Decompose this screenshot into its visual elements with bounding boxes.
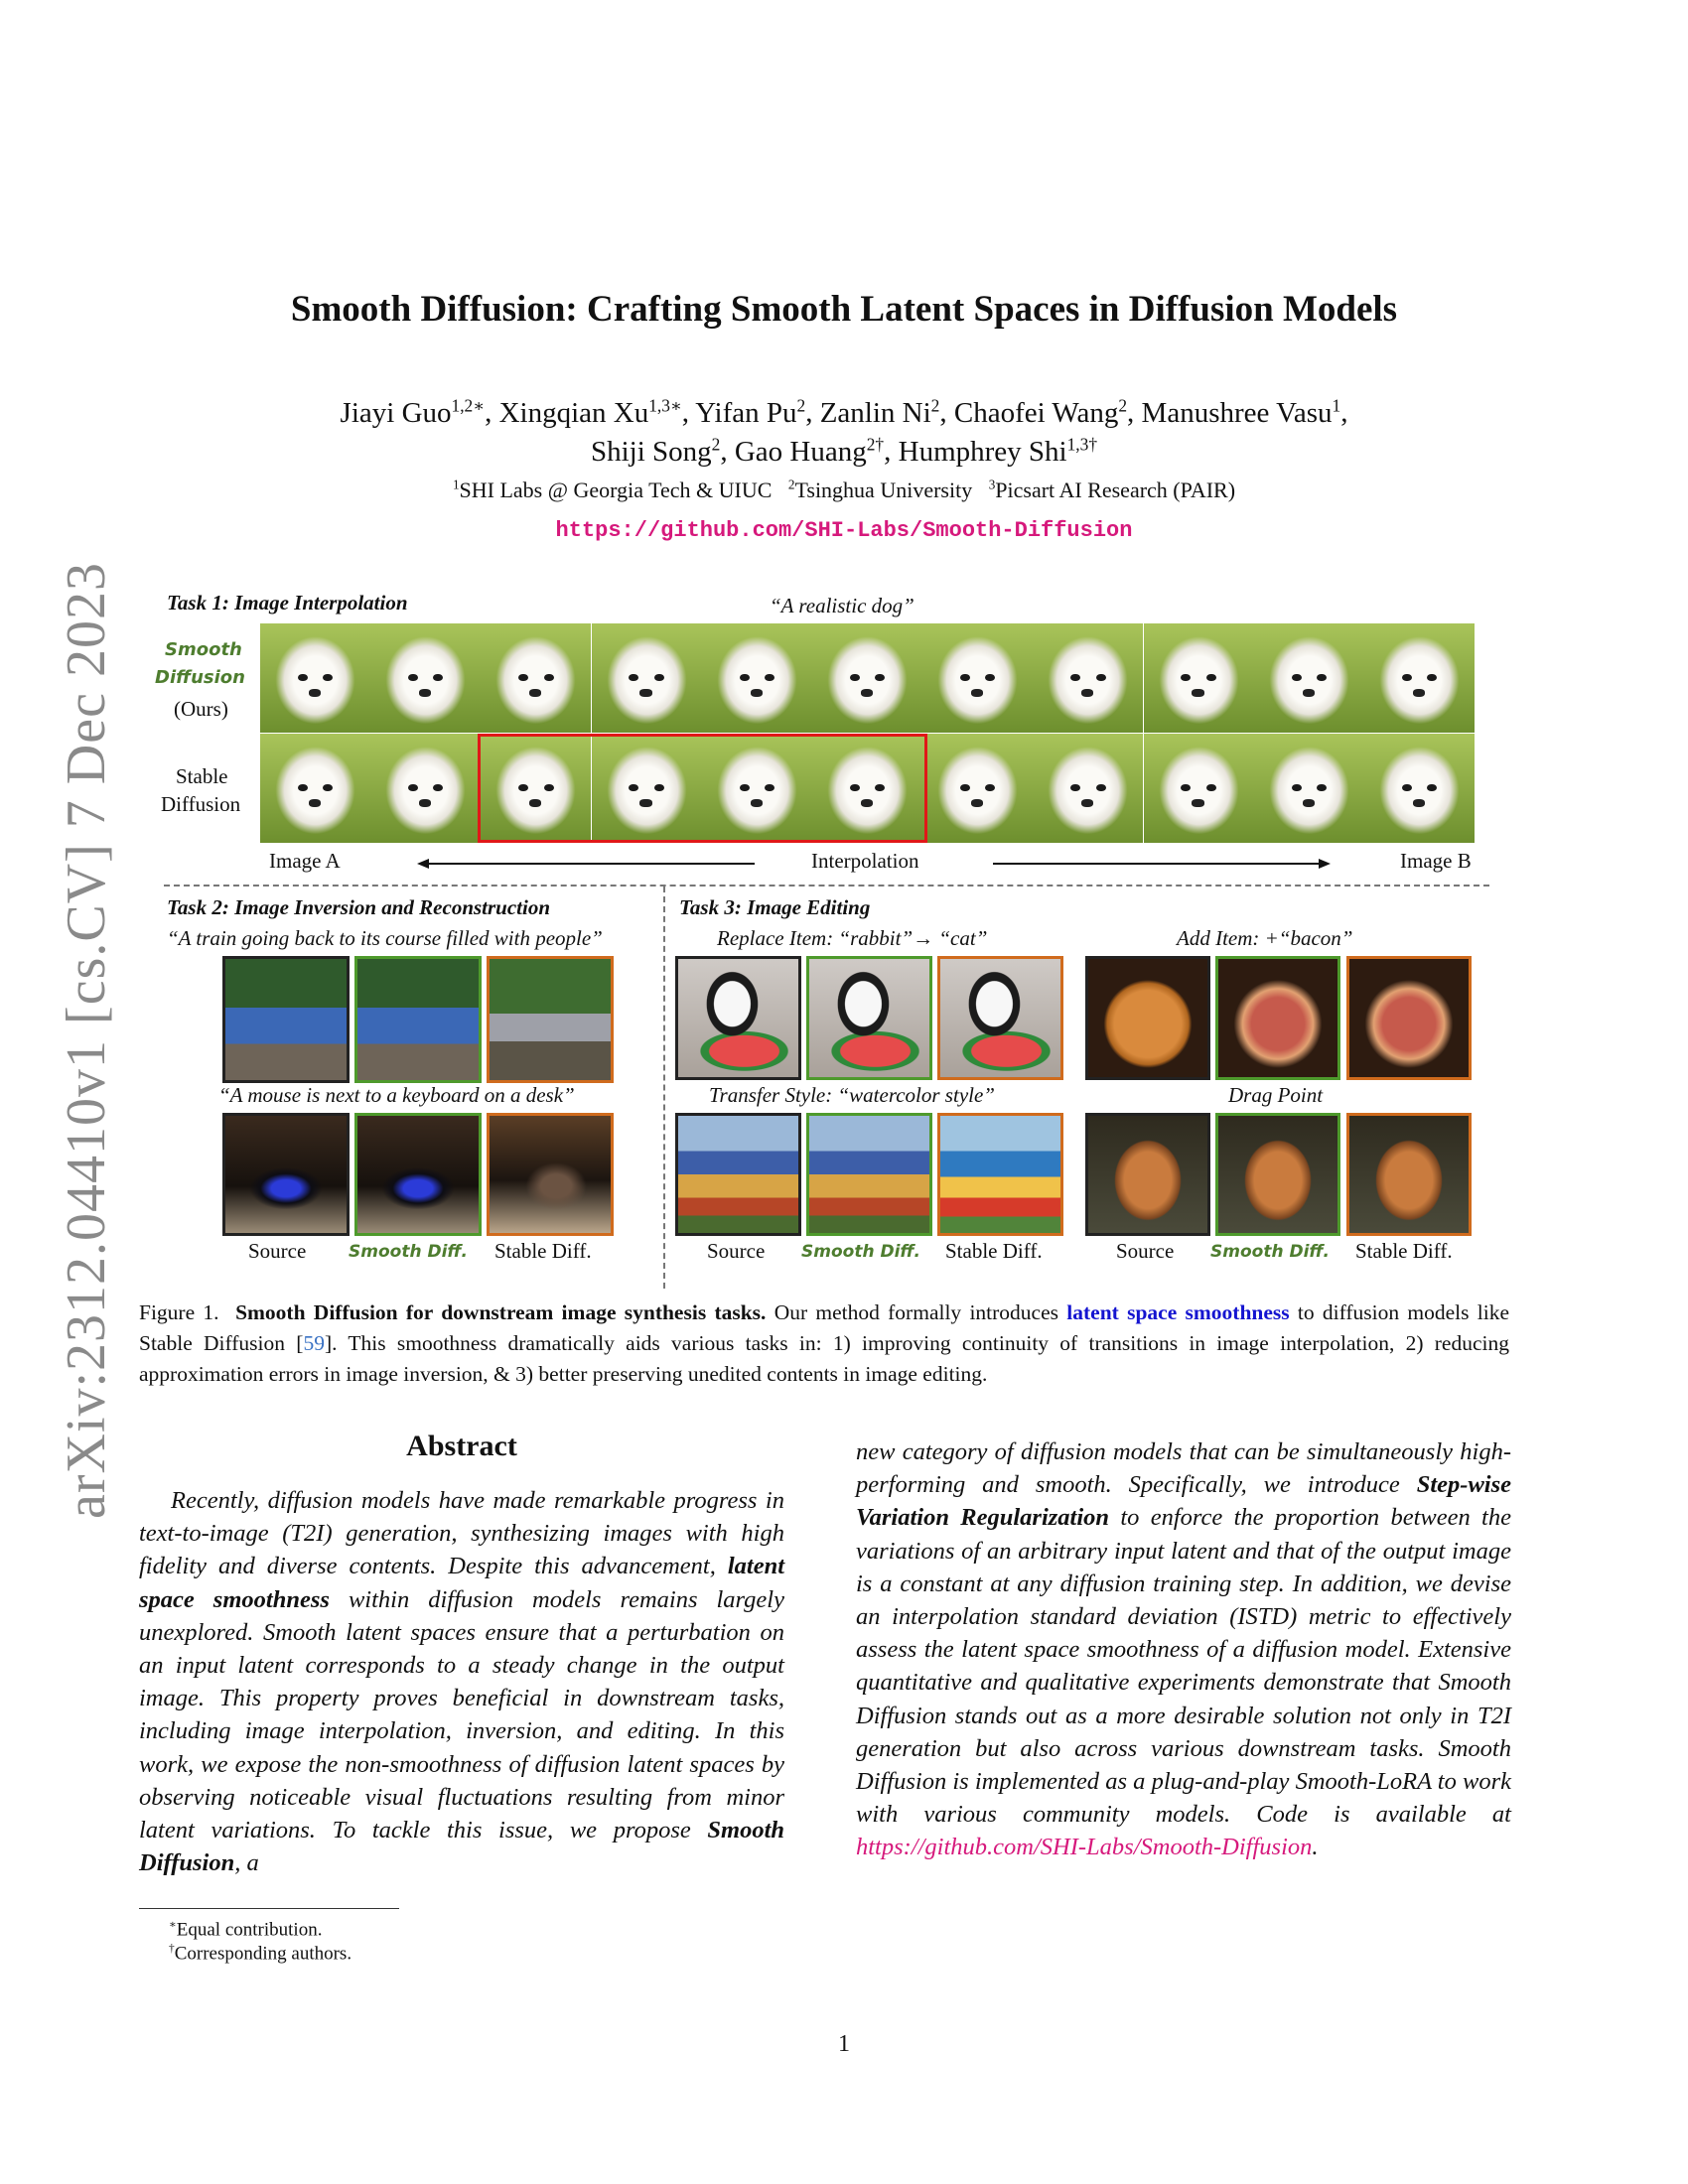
- affiliation: $^1$SHI Labs @ Georgia Tech & UIUC: [452, 478, 773, 503]
- caption-text: Our method formally introduces: [774, 1300, 1059, 1324]
- dog-interpolation-frame: [922, 623, 1033, 733]
- cat-stable-image: [937, 956, 1063, 1080]
- dog-eye: [1292, 784, 1302, 792]
- dog-eye: [1402, 784, 1412, 792]
- cat-source-image: [675, 956, 801, 1080]
- dog-nose: [309, 799, 321, 807]
- source-label: Source: [1116, 1239, 1175, 1263]
- paper-title: Smooth Diffusion: Crafting Smooth Latent Spaces in Diffusion Models: [290, 289, 1398, 330]
- page-number: 1: [838, 2031, 850, 2057]
- pizza-stable-image: [1346, 956, 1472, 1080]
- dog-eye: [1070, 784, 1080, 792]
- dog-interpolation-frame: [260, 734, 370, 843]
- row-label-ours: (Ours): [174, 697, 228, 721]
- abstract-text: .: [1312, 1834, 1319, 1861]
- row-label-stable: Stable: [176, 764, 228, 788]
- divider-horizontal: [164, 885, 1489, 887]
- task2-heading: Task 2: Image Inversion and Reconstruction: [167, 895, 551, 919]
- smooth-diff-label: Smooth Diff.: [801, 1242, 921, 1262]
- drag-point-label: Drag Point: [1228, 1083, 1324, 1107]
- dog-nose: [861, 689, 873, 697]
- cat-smooth-image: [806, 956, 932, 1080]
- puppy-source-image: [1085, 1113, 1210, 1236]
- dog-interpolation-frame: [1144, 623, 1254, 733]
- task2-prompt-mouse: “A mouse is next to a keyboard on a desk”: [218, 1083, 575, 1107]
- dog-eye: [1427, 784, 1437, 792]
- dog-eye: [1070, 674, 1080, 682]
- author-line-1: Jiayi Guo$^{1,2∗}$, Xingqian $Xu^{1,3∗}$, Yifan Pu$^2$, Zanlin Ni$^2$, Chaofei Wang$^2$, Manushree Vasu$^1$,: [340, 395, 1348, 429]
- author: Gao Huang$^{2\dagger}$: [734, 434, 885, 468]
- dog-interpolation-frame: [370, 734, 481, 843]
- abstract-text: to enforce the proportion between the variations of an arbitrary input latent and that of the output image is a constant at any diffusion training step. In addition, we devise an interpolation standard deviation (ISTD) metric to effectively assess the latent space smoothness of a diffusion model. Extensive quantitative and qualitative experiments demonstrate that Smooth Diffusion stands out as a more desirable solution not only in T2I generation but also across various downstream tasks. Smooth Diffusion is implemented as a plug-and-play Smooth-LoRA to work with various community models. Code is available at: [856, 1504, 1511, 1829]
- dog-eye: [629, 674, 638, 682]
- dog-nose: [1413, 689, 1425, 697]
- dog-interpolation-frame: [1033, 623, 1143, 733]
- author: Jiayi Guo$^{1,2∗}$: [340, 395, 486, 429]
- citation-link[interactable]: 59: [303, 1331, 325, 1355]
- caption-text: ]. This smoothness dramatically aids various tasks in: 1) improving continuity of transitions in image interpolation, 2) reducing approximation errors in image inversion, & 3) better preserving unedited contents in image editing.: [139, 1331, 1509, 1386]
- footnote-corresponding: †Corresponding authors.: [169, 1943, 352, 1965]
- dog-eye: [544, 674, 554, 682]
- horse-source-image: [675, 1113, 801, 1236]
- dog-eye: [1181, 674, 1191, 682]
- author: Chaofei Wang$^2$: [953, 395, 1128, 429]
- dog-eye: [1317, 784, 1327, 792]
- dog-interpolation-frame: [702, 623, 812, 733]
- interpolation-label: Interpolation: [811, 849, 919, 873]
- dog-nose: [1303, 689, 1315, 697]
- mouse-smooth-image: [354, 1113, 482, 1236]
- stable-diff-label: Stable Diff.: [1355, 1239, 1453, 1263]
- dog-interpolation-frame: [1254, 623, 1364, 733]
- dog-eye: [408, 784, 418, 792]
- mouse-stable-image: [487, 1113, 614, 1236]
- dog-nose: [419, 799, 431, 807]
- dog-eye: [654, 674, 664, 682]
- smooth-diff-label: Smooth Diff.: [1210, 1242, 1331, 1262]
- dog-nose: [971, 689, 983, 697]
- abstract-text: Recently, diffusion models have made remarkable progress in text-to-image (T2I) generation, synthesizing images with high fidelity and diverse contents. Despite this advancement,: [139, 1487, 784, 1580]
- dog-interpolation-frame: [812, 623, 922, 733]
- dog-eye: [433, 674, 443, 682]
- dog-nose: [1081, 799, 1093, 807]
- dog-eye: [298, 674, 308, 682]
- train-stable-image: [487, 956, 614, 1083]
- dog-eye: [1317, 674, 1327, 682]
- dog-eye: [1181, 784, 1191, 792]
- author: Yifan Pu$^2$: [695, 395, 806, 429]
- abstract-text: within diffusion models remains largely unexplored. Smooth latent spaces ensure that a perturbation on an input latent corresponds to a steady change in the output image. This property proves beneficial in downstream tasks, including image interpolation, inversion, and editing. In this work, we expose the non-smoothness of diffusion latent spaces by observing noticeable visual fluctuations resulting from minor latent variations. To tackle this issue, we propose: [139, 1585, 784, 1844]
- caption-highlight: latent space smoothness: [1066, 1300, 1290, 1324]
- train-source-image: [222, 956, 350, 1083]
- dog-interpolation-frame: [481, 623, 591, 733]
- mouse-source-image: [222, 1113, 350, 1236]
- transfer-style-label: Transfer Style: “watercolor style”: [709, 1083, 995, 1107]
- replace-item-label: Replace Item: “rabbit”→ “cat”: [717, 926, 988, 950]
- horse-smooth-image: [806, 1113, 932, 1236]
- dog-eye: [298, 784, 308, 792]
- dog-nose: [1192, 799, 1203, 807]
- dog-interpolation-frame: [260, 623, 370, 733]
- dog-eye: [1096, 674, 1106, 682]
- smooth-diff-label: Smooth Diff.: [349, 1242, 469, 1262]
- source-label: Source: [248, 1239, 307, 1263]
- smooth-diffusion-logo: Diffusion: [155, 667, 245, 688]
- dog-eye: [875, 674, 885, 682]
- dog-interpolation-frame: [922, 734, 1033, 843]
- author: Zanlin Ni$^2$: [819, 395, 940, 429]
- dog-eye: [850, 674, 860, 682]
- dog-eye: [323, 784, 333, 792]
- dog-nose: [1192, 689, 1203, 697]
- dog-nose: [639, 689, 651, 697]
- dog-eye: [1427, 674, 1437, 682]
- author: Humphrey Shi$^{1,3\dagger}$: [898, 434, 1098, 468]
- pizza-smooth-image: [1215, 956, 1340, 1080]
- dog-nose: [971, 799, 983, 807]
- dog-eye: [1206, 674, 1216, 682]
- dog-eye: [408, 674, 418, 682]
- abstract-emphasis: Step-wise Variation Regularization: [856, 1471, 1512, 1532]
- stable-diff-label: Stable Diff.: [945, 1239, 1043, 1263]
- dog-eye: [1292, 674, 1302, 682]
- dog-eye: [518, 674, 528, 682]
- horse-stable-image: [937, 1113, 1063, 1236]
- add-item-label: Add Item: +“bacon”: [1177, 926, 1353, 950]
- footnote-rule: [139, 1908, 399, 1909]
- dog-eye: [985, 674, 995, 682]
- dog-nose: [751, 689, 763, 697]
- abstract-emphasis: latent space smoothness: [139, 1553, 785, 1613]
- author: Manushree Vasu$^1$: [1141, 395, 1341, 429]
- dog-nose: [419, 689, 431, 697]
- footnote-equal: ∗Equal contribution.: [169, 1919, 323, 1941]
- figure-caption: [139, 1297, 1509, 1390]
- affiliations: [0, 478, 1688, 503]
- dog-interpolation-frame: [1364, 623, 1475, 733]
- dog-interpolation-frame: [1254, 734, 1364, 843]
- dog-nose: [1303, 799, 1315, 807]
- task1-heading: Task 1: Image Interpolation: [167, 591, 408, 614]
- author-line-2: Shiji Song$^2$, Gao Huang$^{2\dagger}$, Humphrey Shi$^{1,3\dagger}$: [590, 434, 1098, 468]
- smooth-diffusion-logo: Smooth: [165, 639, 242, 660]
- dog-eye: [1206, 784, 1216, 792]
- abstract-text: , a: [234, 1849, 259, 1877]
- author: Xingqian $Xu^{1,3∗}$: [498, 395, 682, 429]
- dog-interpolation-frame: [1364, 734, 1475, 843]
- dog-nose: [1081, 689, 1093, 697]
- repo-link[interactable]: https://github.com/SHI-Labs/Smooth-Diffusion: [555, 518, 1133, 543]
- dog-interpolation-frame: [370, 623, 481, 733]
- dog-eye: [740, 674, 750, 682]
- train-smooth-image: [354, 956, 482, 1083]
- author: Shiji Song$^2$: [590, 434, 721, 468]
- dog-interpolation-frame: [1144, 734, 1254, 843]
- pizza-source-image: [1085, 956, 1210, 1080]
- dog-interpolation-frame: [1033, 734, 1143, 843]
- divider-vertical: [663, 887, 665, 1289]
- abstract-right-column: [856, 1435, 1511, 1864]
- dog-eye: [1402, 674, 1412, 682]
- dog-eye: [960, 674, 970, 682]
- abstract-emphasis: Smooth Diffusion: [139, 1817, 785, 1877]
- source-label: Source: [707, 1239, 766, 1263]
- dog-eye: [985, 784, 995, 792]
- puppy-stable-image: [1346, 1113, 1472, 1236]
- dog-eye: [960, 784, 970, 792]
- task1-prompt: “A realistic dog”: [770, 594, 914, 617]
- highlight-box: [478, 734, 927, 843]
- image-b-label: Image B: [1400, 849, 1472, 873]
- row-label-diffusion: Diffusion: [161, 792, 241, 816]
- abstract-text: new category of diffusion models that can be simultaneously high-performing and smooth. Specifically, we introduce: [856, 1438, 1511, 1499]
- dog-eye: [433, 784, 443, 792]
- task3-heading: Task 3: Image Editing: [679, 895, 871, 919]
- task2-prompt-train: “A train going back to its course filled with people”: [167, 926, 603, 950]
- abstract-left-column: [139, 1484, 784, 1879]
- caption-title: Smooth Diffusion for downstream image synthesis tasks.: [235, 1300, 767, 1324]
- dog-eye: [323, 674, 333, 682]
- puppy-smooth-image: [1215, 1113, 1340, 1236]
- figure-label: Figure 1.: [139, 1300, 219, 1324]
- dog-eye: [765, 674, 774, 682]
- dog-eye: [1096, 784, 1106, 792]
- dog-nose: [1413, 799, 1425, 807]
- stable-diff-label: Stable Diff.: [494, 1239, 592, 1263]
- dog-nose: [529, 689, 541, 697]
- code-link[interactable]: https://github.com/SHI-Labs/Smooth-Diffusion: [856, 1834, 1313, 1861]
- dog-nose: [309, 689, 321, 697]
- image-a-label: Image A: [269, 849, 341, 873]
- dog-interpolation-frame: [592, 623, 702, 733]
- arxiv-identifier: arXiv:2312.04410v1 [cs.CV] 7 Dec 2023: [56, 562, 117, 1519]
- abstract-heading: Abstract: [406, 1430, 517, 1462]
- affiliation: $^3$Picsart AI Research (PAIR): [988, 478, 1236, 503]
- caption-text: to diffusion models like Stable Diffusion [: [139, 1300, 1510, 1355]
- affiliation: $^2$Tsinghua University: [787, 478, 973, 503]
